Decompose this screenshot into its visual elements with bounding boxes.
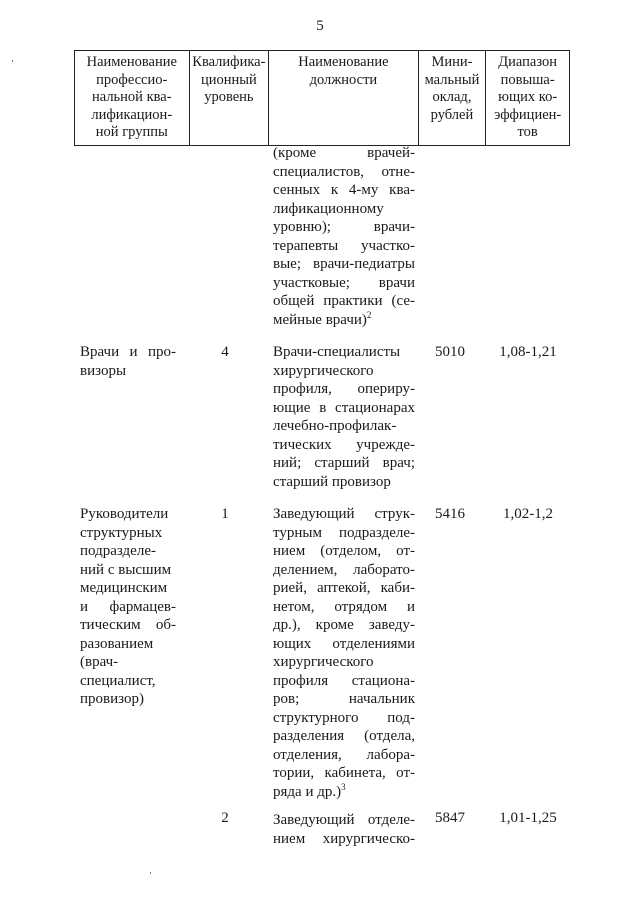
text-line: турным подразделе- [273, 524, 415, 541]
header-qualification-group [75, 51, 190, 145]
text-line: (врач- [80, 654, 119, 670]
text-line: тических учрежде- [273, 436, 415, 453]
text-line: тическим об- [80, 617, 176, 633]
text-line: ний; старший врач; [273, 455, 415, 471]
text-line: нетом, отрядом и [273, 598, 415, 615]
header-line: нальной ква- [92, 89, 172, 105]
row1-level-cell: 4 [221, 344, 229, 360]
text-line: ров; начальник [273, 691, 415, 707]
header-line: профессио- [96, 71, 168, 88]
text-line: профиля, опериру- [273, 381, 415, 397]
text-line: ющих отделениями [273, 635, 415, 652]
text-line: и фармацев- [80, 598, 176, 615]
header-position-name [269, 51, 418, 145]
header-line: ющих ко- [498, 89, 558, 105]
header-line: уровень [204, 89, 254, 105]
table-header [74, 50, 570, 146]
scan-speck [12, 60, 13, 62]
text-line: Заведующий отделе- [273, 812, 415, 828]
text-fragment: ряда и др.) [273, 783, 342, 800]
header-line: мальный [424, 71, 480, 88]
text-line: нием хирургическо- [273, 830, 415, 847]
footnote-marker: 2 [366, 309, 372, 320]
row3-level-cell: 2 [221, 810, 229, 826]
text-line: разованием [80, 635, 154, 652]
row1-position-cell [273, 343, 415, 491]
text-line: рией, аптекой, каби- [273, 580, 415, 596]
text-fragment: мейные врачи) [273, 311, 367, 328]
text-line: (кроме врачей- [273, 145, 415, 161]
text-line: специалист, [80, 672, 156, 689]
text-line: подразделе- [80, 543, 156, 559]
text-line: профиля стациона- [273, 672, 415, 689]
header-line: ной группы [95, 124, 168, 140]
text-line: лечебно-профилак- [273, 418, 397, 434]
row2-level-cell: 1 [221, 506, 229, 522]
text-line [273, 783, 415, 802]
header-qualification-level [190, 51, 270, 145]
row1-salary-cell: 5010 [435, 344, 465, 360]
header-line: эффициен- [494, 106, 562, 123]
header-line: Квалифика- [192, 54, 266, 70]
text-line: ний с высшим [80, 561, 172, 578]
text-line: медицинским [80, 580, 168, 596]
row3-position-cell [273, 811, 415, 848]
header-line: тов [517, 124, 538, 140]
row1-group-cell [80, 343, 176, 380]
continuation-position-cell [273, 144, 415, 329]
text-line: Заведующий струк- [273, 506, 415, 522]
row2-group-cell [80, 505, 176, 709]
text-line: провизор) [80, 691, 144, 707]
text-line: др.), кроме заведу- [273, 617, 415, 633]
text-line: уровню); врачи- [273, 219, 415, 235]
header-line: рублей [430, 106, 474, 123]
row1-range-cell: 1,08-1,21 [499, 344, 557, 360]
row3-range-cell: 1,01-1,25 [499, 810, 557, 826]
text-line: структурных [80, 524, 163, 541]
footnote-marker: 3 [341, 781, 346, 792]
text-line: ющие в стационарах [273, 399, 415, 416]
header-line: лификацион- [91, 106, 173, 123]
text-line: Руководители [80, 506, 169, 522]
row2-range-cell: 1,02-1,2 [503, 506, 553, 522]
header-line: оклад, [432, 89, 472, 105]
text-line: вые; врачи-педиатры [273, 256, 415, 272]
text-line: старший провизор [273, 473, 391, 490]
header-line: повыша- [500, 71, 555, 88]
header-min-salary [419, 51, 487, 145]
text-line: Врачи и про- [80, 344, 176, 360]
text-line: структурного под- [273, 709, 415, 726]
header-line: Наименование [86, 54, 177, 70]
text-line: тории, кабинета, от- [273, 765, 415, 781]
row3-salary-cell: 5847 [435, 810, 465, 826]
scan-speck [150, 872, 151, 874]
header-coefficient-range [486, 51, 569, 145]
header-line: должности [309, 71, 378, 88]
text-line [273, 311, 415, 330]
text-line: терапевты участко- [273, 237, 415, 254]
text-line: визоры [80, 362, 127, 379]
text-line: разделения (отдела, [273, 728, 415, 744]
text-line: отделения, лабора- [273, 746, 415, 763]
text-line: лификационному [273, 200, 384, 217]
header-line: ционный [200, 71, 257, 88]
text-line: делением, лаборато- [273, 561, 415, 578]
text-line: специалистов, отне- [273, 163, 415, 180]
page-number: 5 [316, 18, 324, 34]
header-line: Наименование [298, 54, 389, 70]
text-line: общей практики (се- [273, 293, 415, 309]
text-line: Врачи-специалисты [273, 344, 401, 360]
text-line: хирургического [273, 654, 374, 670]
row2-position-cell [273, 505, 415, 801]
text-line: хирургического [273, 362, 374, 379]
header-line: Мини- [431, 54, 473, 70]
text-line: участковые; врачи [273, 274, 415, 291]
text-line: сенных к 4-му ква- [273, 182, 415, 198]
text-line: нием (отделом, от- [273, 543, 415, 559]
header-line: Диапазон [498, 54, 558, 70]
row2-salary-cell: 5416 [435, 506, 465, 522]
